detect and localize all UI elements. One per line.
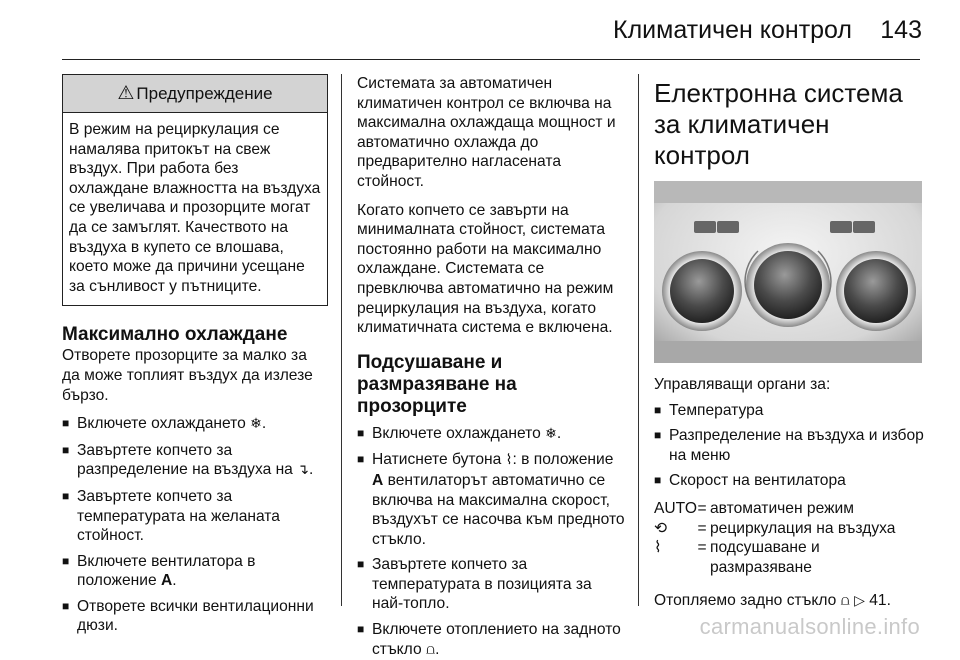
controls-list <box>654 401 924 491</box>
column-divider <box>341 74 342 606</box>
defrost-list <box>357 424 627 660</box>
section-heading-electronic-climate: Електронна система за климатичен контрол <box>654 78 903 170</box>
list-item: ■ Включете отоплението на задното стъкло ⩍. <box>357 620 627 660</box>
climate-control-panel-photo <box>654 181 922 363</box>
snowflake-icon: ❄ <box>250 416 262 433</box>
list-item: ■ Включете охлаждането ❄. <box>357 424 627 445</box>
warning-title: Предупреждение <box>136 83 273 103</box>
section-heading-defrost: Подсушаване и размразяване на прозорците <box>357 351 517 417</box>
section-heading-max-cooling: Максимално охлаждане <box>62 324 288 346</box>
rear-window-reference: Отопляемо задно стъкло ⩍ ▷ 41. <box>654 592 891 610</box>
vent-direction-icon: ↴ <box>297 462 309 479</box>
windshield-defrost-icon: ⌇ <box>505 452 513 469</box>
windshield-defrost-icon: ⌇ <box>654 538 662 557</box>
column-middle <box>357 74 627 660</box>
list-item: ■ Завъртете копчето за температурата на желаната стойност. <box>62 487 328 546</box>
list-item: ■ Включете вентилатора в положение A. <box>62 552 328 591</box>
list-item: ■ Отворете всички вентилационни дюзи. <box>62 597 328 636</box>
max-cooling-intro: Отворете прозорците за малко за да може топлият въздух да излезе бързо. <box>62 347 313 404</box>
legend-equals: = <box>697 519 707 537</box>
warning-triangle-icon: ⚠ <box>117 82 135 104</box>
legend-desc: подсушаване и размразяване <box>710 539 820 576</box>
symbol-legend <box>654 499 924 577</box>
climate-panel-image <box>654 181 922 363</box>
recirculation-icon: ⟲ <box>654 518 668 537</box>
list-item: ■ Включете охлаждането ❄. <box>62 414 328 435</box>
legend-desc: автоматичен режим <box>710 499 854 517</box>
max-cooling-list <box>62 414 328 636</box>
controls-intro: Управляващи органи за: <box>654 376 831 393</box>
reference-arrow-icon: ▷ <box>854 593 865 610</box>
min-setting-paragraph: Когато копчето се завърти на минималната стойност, системата постоянно работи на максимално охлаждане. Системата се превключва автоматично на режим рециркулация на въздуха, когато климатичната система е включена. <box>357 201 614 337</box>
column-right <box>654 74 924 621</box>
list-item: ■ Скорост на вентилатора <box>654 471 924 491</box>
list-item: ■ Натиснете бутона ⌇: в положение A вентилаторът автоматично се включва на максимална скорост, въздухът се насочва към предното стъкло. <box>357 450 627 549</box>
warning-box <box>62 74 328 306</box>
column-divider <box>638 74 639 606</box>
warning-body: В режим на рециркулация се намалява притокът на свеж въздух. При работа без охлаждане влажността на въздуха се увеличава и прозорците могат да се замъглят. Качеството на въздуха в купето се влошава, което може да причини усещане за сънливост у пътниците. <box>69 121 321 295</box>
page-reference-link[interactable]: 41. <box>869 592 891 610</box>
list-item: ■ Температура <box>654 401 924 421</box>
list-item: ■ Разпределение на въздуха и избор на меню <box>654 426 924 465</box>
rear-window-heat-icon: ⩍ <box>840 593 850 610</box>
list-item: ■ Завъртете копчето за разпределение на въздуха на ↴. <box>62 441 328 481</box>
rear-window-heat-icon: ⩍ <box>425 641 436 658</box>
snowflake-icon: ❄ <box>545 425 557 442</box>
column-left <box>62 74 328 636</box>
legend-desc: рециркулация на въздуха <box>710 519 896 537</box>
legend-key: AUTO <box>654 499 698 517</box>
warning-header <box>63 75 327 113</box>
page-number: 143 <box>880 16 922 44</box>
legend-equals: = <box>697 499 707 517</box>
header-title: Климатичен контрол <box>613 16 852 44</box>
watermark: carmanualsonline.info <box>699 614 920 639</box>
page-header <box>0 0 960 64</box>
auto-climate-paragraph: Системата за автоматичен климатичен контрол се включва на максимална охлаждаща мощност и автоматично охлажда до предварително нагласената стойност. <box>357 75 616 190</box>
legend-equals: = <box>697 539 707 557</box>
list-item: ■ Завъртете копчето за температурата в позицията за най-топло. <box>357 555 627 614</box>
header-rule <box>62 59 920 60</box>
